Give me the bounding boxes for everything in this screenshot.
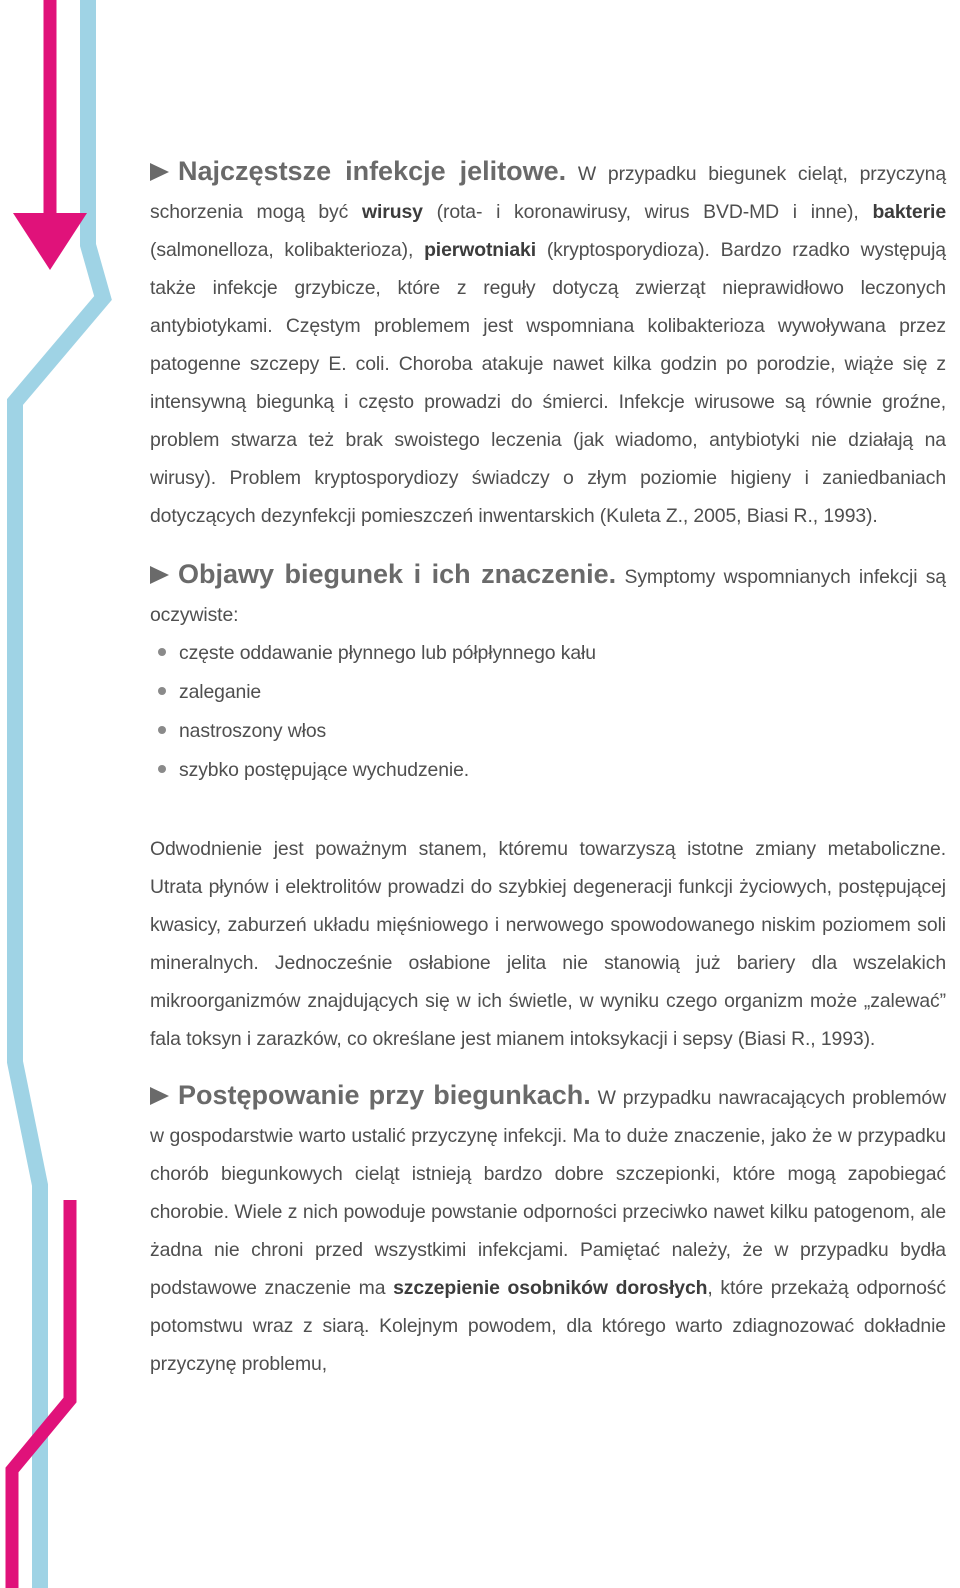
bold-term-protozoa: pierwotniaki (424, 239, 536, 261)
symptoms-list (150, 634, 946, 790)
text-fragment: (rota- i koronawirusy, wirus BVD-MD i inne), (422, 201, 873, 223)
triangle-right-icon (150, 163, 169, 181)
list-item-text: częste oddawanie płynnego lub półpłynnego kału (179, 642, 596, 664)
bold-term-viruses: wirusy (362, 201, 423, 223)
text-fragment: Symptomy wspomnianych infekcji są oczywiste: (150, 566, 946, 626)
section-dehydration (150, 830, 946, 1058)
text-fragment: (salmonelloza, kolibakterioza), (150, 239, 425, 261)
dehydration-text: Odwodnienie jest poważnym stanem, któremu towarzyszą istotne zmiany metaboliczne. Utrata płynów i elektrolitów prowadzi do szybkiej degeneracji funkcji życiowych, postępującej kwasicy, zaburzeń układu mięśniowego i nerwowego spowodowanego niskim poziomem soli mineralnych. Jednocześnie osłabione jelita nie stanowią już bariery dla wszelakich mikroorganizmów znajdujących się w ich świetle, w wyniku czego organizm może „zalewać” fala toksyn i zarazków, co określane jest mianem intoksykacji i sepsy (Biasi R., 1993). (150, 838, 946, 1050)
list-item-text: nastroszony włos (179, 720, 327, 742)
triangle-right-icon (150, 1087, 169, 1105)
text-fragment: W przypadku biegunek cieląt, przyczyną schorzenia mogą być (150, 163, 947, 223)
text-fragment: , które przekażą odporność potomstwu wraz z siarą. Kolejnym powodem, dla którego warto zdiagnozować dokładnie przyczynę problemu, (150, 1277, 946, 1375)
section-treatment (150, 1076, 946, 1383)
bullet-icon (158, 765, 166, 773)
list-item-text: szybko postępujące wychudzenie. (179, 759, 470, 781)
list-item (158, 634, 946, 673)
arrow-down-icon (13, 213, 87, 270)
list-item (158, 673, 946, 712)
text-fragment: (kryptosporydioza). Bardzo rzadko występują także infekcje grzybicze, które z reguły dotyczą zwierząt nieprawidłowo leczonych antybiotykami. Częstym problemem jest wspomniana kolibakterioza wywoływana przez patogenne szczepy E. coli. Choroba atakuje nawet kilka godzin po porodzie, wiąże się z intensywną biegunką i często prowadzi do śmierci. Infekcje wirusowe są równie groźne, problem stwarza też brak swoistego leczenia (jak wiadomo, antybiotyki nie działają na wirusy). Problem kryptosporydiozy świadczy o złym poziomie higieny i zaniedbaniach dotyczących dezynfekcji pomieszczeń inwentarskich (Kuleta Z., 2005, Biasi R., 1993). (150, 239, 946, 527)
bold-term-bacteria: bakterie (872, 201, 947, 223)
section-symptoms (150, 555, 946, 634)
section-infections (150, 152, 946, 535)
triangle-right-icon (150, 566, 169, 584)
bullet-icon (158, 648, 166, 656)
heading-treatment: Postępowanie przy biegunkach. (178, 1080, 591, 1110)
list-item (158, 751, 946, 790)
list-item (158, 712, 946, 751)
heading-infections: Najczęstsze infekcje jelitowe. (178, 156, 567, 186)
list-item-text: zaleganie (179, 681, 262, 703)
heading-symptoms: Objawy biegunek i ich znaczenie. (178, 559, 617, 589)
bullet-icon (158, 726, 166, 734)
text-fragment: W przypadku nawracających problemów w gospodarstwie warto ustalić przyczynę infekcji. Ma to duże znaczenie, jako że w przypadku chorób biegunkowych cieląt istnieją bardzo dobre szczepionki, które mogą zapobiegać chorobie. Wiele z nich powoduje powstanie odporności przeciwko nawet kilku patogenom, ale żadna nie chroni przed wszystkimi infekcjami. Pamiętać należy, że w przypadku bydła podstawowe znaczenie ma (150, 1087, 947, 1299)
article-body (150, 152, 946, 1383)
bullet-icon (158, 687, 166, 695)
bold-term-adult-vaccination: szczepienie osobników dorosłych (393, 1277, 708, 1299)
